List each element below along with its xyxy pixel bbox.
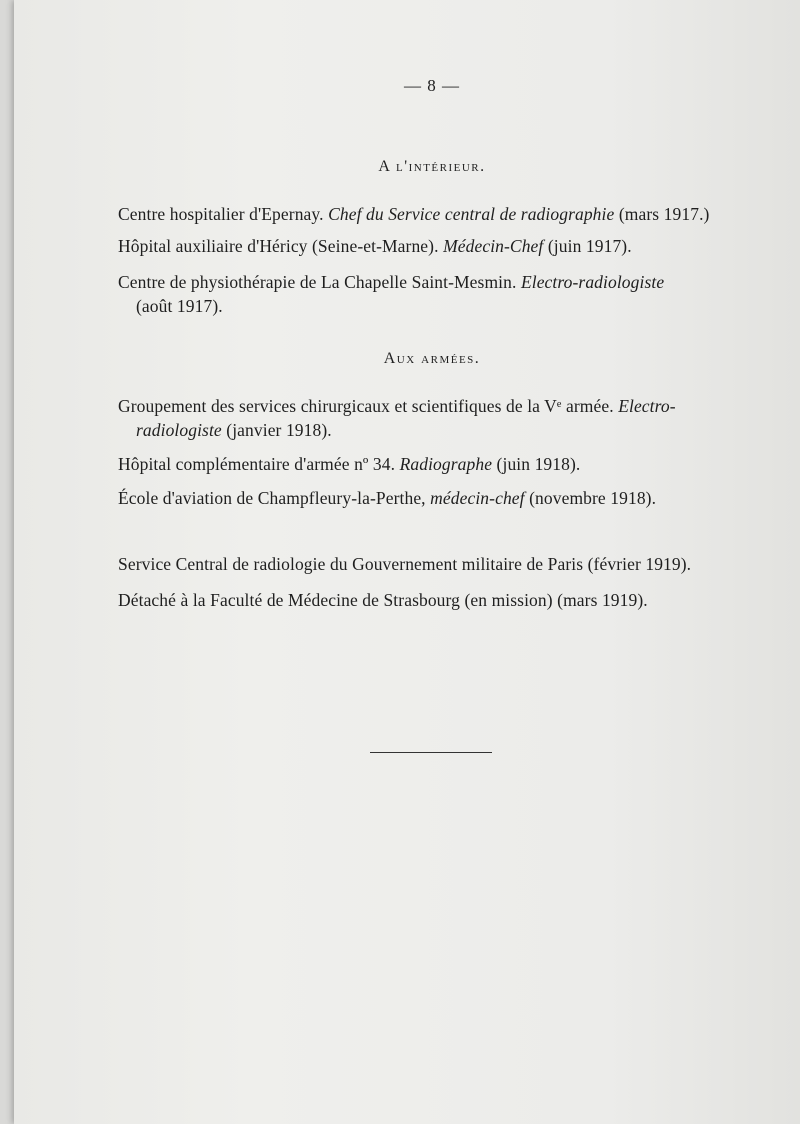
entry-text: Hôpital complémentaire d'armée nº 34.: [118, 454, 400, 474]
entry-text: École d'aviation de Champfleury-la-Perthe,: [118, 488, 431, 508]
section-heading-armees: Aux armées.: [383, 350, 481, 367]
entry-role: Radiographe: [399, 454, 493, 474]
entry-date: (août 1917).: [136, 296, 223, 316]
entry-service-central: Service Central de radiologie du Gouvernement militaire de Paris (février 1919).: [118, 554, 692, 574]
entry-strasbourg: Détaché à la Faculté de Médecine de Strasbourg (en mission) (mars 1919).: [118, 590, 648, 610]
entry-hopital-complementaire: [118, 452, 778, 476]
entry-role: Médecin-Chef: [443, 236, 544, 256]
entry-date: (juin 1917).: [543, 236, 632, 256]
closing-rule: [370, 752, 492, 753]
entry-role: Electro-radiologiste: [520, 272, 665, 292]
entry-ecole-aviation: [118, 486, 778, 510]
document-page: [14, 0, 800, 1124]
entry-hericy: [118, 234, 778, 258]
page-number: — 8 —: [404, 76, 460, 95]
entry-date: (mars 1917.): [614, 204, 710, 224]
section-heading-interieur: A l'intérieur.: [378, 158, 486, 175]
entry-groupement: [118, 394, 778, 442]
entry-text: Groupement des services chirurgicaux et scientifiques de la Vᵉ armée.: [118, 396, 619, 416]
entry-role: Chef du Service central de radiographie: [328, 204, 615, 224]
entry-epernay: [118, 202, 778, 226]
entry-date: (janvier 1918).: [221, 420, 332, 440]
entry-date: (juin 1918).: [492, 454, 581, 474]
entry-text: Hôpital auxiliaire d'Héricy (Seine-et-Marne).: [118, 236, 444, 256]
entry-chapelle: [118, 270, 778, 318]
entry-role: Electro-: [618, 396, 676, 416]
entry-date: (novembre 1918).: [524, 488, 657, 508]
entry-text: Centre de physiothérapie de La Chapelle Saint-Mesmin.: [118, 272, 521, 292]
entry-text: Centre hospitalier d'Epernay.: [118, 204, 329, 224]
entry-role: médecin-chef: [430, 488, 525, 508]
entry-role-cont: radiologiste: [136, 420, 222, 440]
